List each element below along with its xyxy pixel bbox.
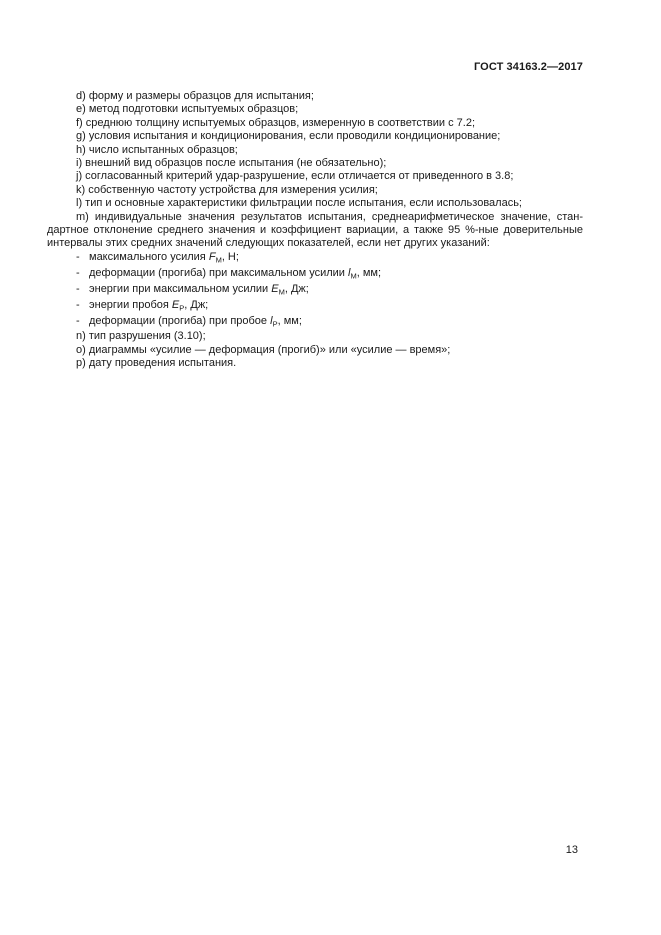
list-item-m: m) индивидуальные значения результатов испытания, среднеарифметическое значение, стан-дартное отклонение среднего значения и коэффициент вариации, а также 95 %-ные доверительные интервалы этих средних значений следующих показателей, если нет других указаний: [47, 210, 583, 250]
list-item-k: k) собственную частоту устройства для измерения усилия; [76, 183, 378, 196]
sub-item-max-force: - максимального усилия $F_M$, Н; [76, 250, 239, 265]
list-item-d: d) форму и размеры образцов для испытания; [76, 90, 314, 102]
list-item-o: о) диаграммы «усилие — деформация (прогиб)» или «усилие — время»; [76, 343, 451, 356]
sub-item-puncture-deflection: - деформации (прогиба) при пробое $l_P$, мм; [76, 314, 302, 328]
sub-item-puncture-energy: - энергии пробоя $E_P$, Дж; [76, 298, 209, 313]
list-item-e: е) метод подготовки испытуемых образцов; [76, 103, 299, 116]
list-item-n: n) тип разрушения (3.10); [76, 330, 206, 343]
list-item-j: j) согласованный критерий удар-разрушение, если отличается от приведенного в 3.8; [76, 170, 514, 183]
list-item-f: f) среднюю толщину испытуемых образцов, измеренную в соответствии с 7.2; [76, 116, 475, 129]
list-item-h: h) число испытанных образцов; [76, 143, 238, 156]
sub-item-energy-max-force: - энергии при максимальном усилии $E_M$, Дж; [76, 282, 309, 297]
report-contents-list [47, 90, 583, 371]
page-number: 13 [565, 844, 578, 856]
list-item-p: р) дату проведения испытания. [76, 357, 237, 370]
list-item-g: g) условия испытания и кондиционирования, если проводили кондиционирование; [76, 130, 501, 143]
list-item-l: l) тип и основные характеристики фильтрации после испытания, если использовалась; [76, 197, 522, 210]
list-item-i: i) внешний вид образцов после испытания (не обязательно); [76, 157, 387, 170]
sub-item-deflection-max-force: - деформации (прогиба) при максимальном усилии $l_M$, мм; [76, 266, 382, 281]
document-header-code: ГОСТ 34163.2—2017 [473, 61, 583, 73]
